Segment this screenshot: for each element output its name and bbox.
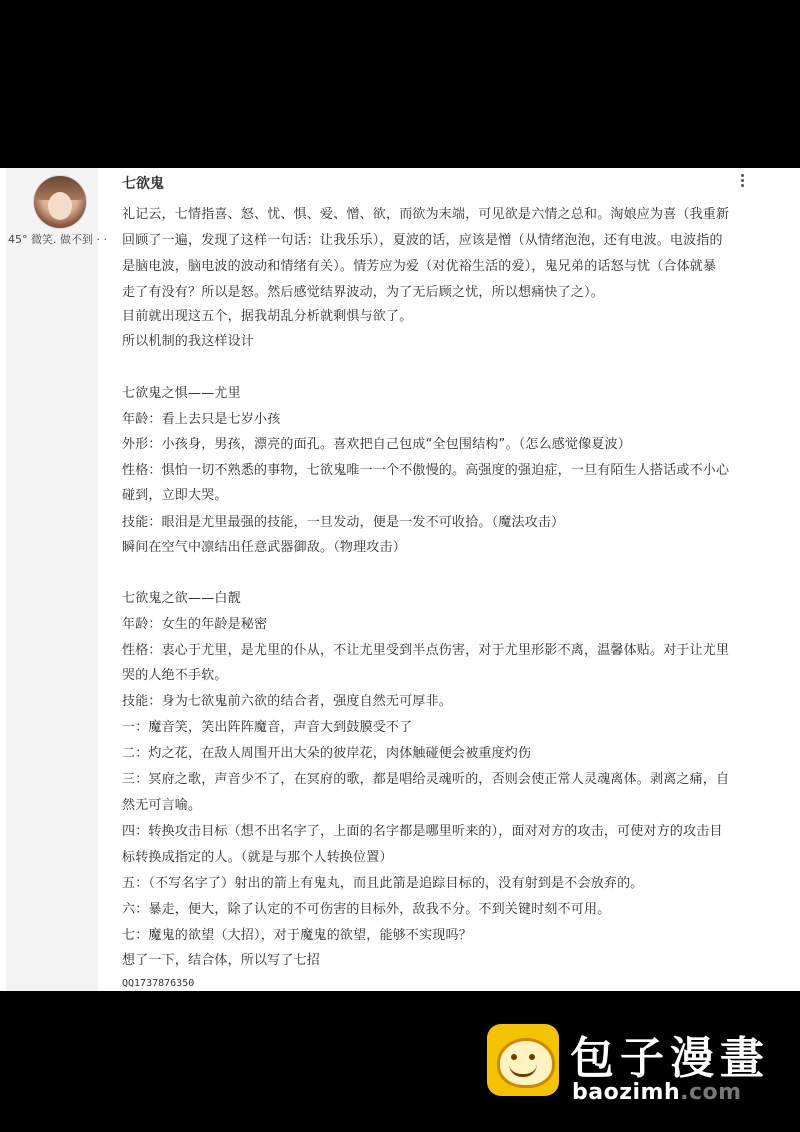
- post-panel: [0, 168, 800, 991]
- post-line: 礼记云，七情指喜、怒、忧、惧、爱、憎、欲，而欲为末端，可见欲是六情之总和。淘娘应为喜（我重新: [122, 207, 730, 222]
- post-line: 走了有没有？所以是怒。然后感觉结界波动，为了无后顾之忧，所以想痛快了之）。: [122, 285, 604, 300]
- qq-number: QQ1737876350: [122, 978, 195, 989]
- post-line: 所以机制的我这样设计: [122, 334, 255, 349]
- post-line: 瞬间在空气中凛结出任意武器御敌。（物理攻击）: [122, 540, 406, 555]
- post-line: 目前就出现这五个，据我胡乱分析就剩惧与欲了。: [122, 309, 413, 324]
- section-heading: 七欲鬼之惧——尤里: [122, 386, 241, 401]
- post-line: 碰到，立即大哭。: [122, 488, 228, 503]
- watermark-url-main: baozimh: [572, 1080, 681, 1105]
- post-line: 二：灼之花，在敌人周围开出大朵的彼岸花，肉体触碰便会被重度灼伤: [122, 746, 532, 761]
- post-line: 性格：衷心于尤里，是尤里的仆从，不让尤里受到半点伤害，对于尤里形影不离，温馨体贴。对于让尤里: [122, 643, 730, 658]
- section-heading: 七欲鬼之欲——白靓: [122, 591, 241, 606]
- post-line: 五：（不写名字了）射出的箭上有鬼丸，而且此箭是追踪目标的，没有射到是不会放弃的。: [122, 876, 644, 891]
- post-line: 技能：身为七欲鬼前六欲的结合者，强度自然无可厚非。: [122, 694, 453, 709]
- watermark-brand: 包子漫畫: [570, 1033, 770, 1084]
- avatar-face: [48, 192, 72, 220]
- author-column: [6, 168, 107, 991]
- avatar[interactable]: [33, 175, 87, 229]
- watermark-url: [572, 1080, 742, 1105]
- top-black-area: [0, 0, 800, 168]
- post-line: 六：暴走，便大，除了认定的不可伤害的目标外，敌我不分。不到关键时刻不可用。: [122, 902, 611, 917]
- post-line: 性格：惧怕一切不熟悉的事物，七欲鬼唯一一个不傲慢的。高强度的强迫症，一旦有陌生人搭话或不小心: [122, 463, 730, 478]
- username[interactable]: 45° 微笑. 做不到 · ·: [8, 233, 107, 246]
- post-line: 七：魔鬼的欲望（大招），对于魔鬼的欲望，能够不实现吗？: [122, 928, 472, 943]
- post-line: 一：魔音笑，笑出阵阵魔音，声音大到鼓膜受不了: [122, 720, 413, 735]
- post-line: 标转换成指定的人。（就是与那个人转换位置）: [122, 850, 393, 865]
- post-line: 哭的人绝不手软。: [122, 668, 228, 683]
- post-line: 技能：眼泪是尤里最强的技能，一旦发动，便是一发不可收拾。（魔法攻击）: [122, 515, 565, 530]
- watermark-url-tld: .com: [680, 1080, 742, 1105]
- post-line: 外形：小孩身，男孩，漂亮的面孔。喜欢把自己包成“全包围结构”。（怎么感觉像夏波）: [122, 437, 631, 452]
- post-line: 回顾了一遍，发现了这样一句话：让我乐乐），夏波的话，应该是憎（从情绪泡泡，还有电波。电波指的: [122, 233, 723, 248]
- post-line: 然无可言喻。: [122, 798, 202, 813]
- post-title: 七欲鬼: [122, 176, 164, 192]
- post-line: 四：转换攻击目标（想不出名字了，上面的名字都是哪里听来的），面对对方的攻击，可使对方的攻击目: [122, 824, 723, 839]
- post-line: 年龄：女生的年龄是秘密: [122, 617, 268, 632]
- post-line: 三：冥府之歌，声音少不了，在冥府的歌，都是唱给灵魂听的，否则会使正常人灵魂离体。剥离之痛，自: [122, 772, 730, 787]
- baozi-logo-icon: [487, 1024, 559, 1096]
- more-options-icon[interactable]: [737, 172, 747, 192]
- post-line: 想了一下，结合体，所以写了七招: [122, 953, 321, 968]
- post-line: 年龄：看上去只是七岁小孩: [122, 412, 281, 427]
- post-line: 是脑电波，脑电波的波动和情绪有关）。情芳应为爱（对优裕生活的爱），鬼兄弟的话怒与忧（合体就暴: [122, 259, 717, 274]
